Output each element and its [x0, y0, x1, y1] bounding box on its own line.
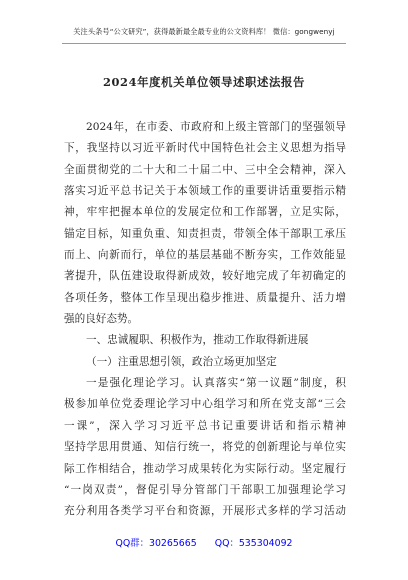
body-line: 坚持学思用贯通、知信行统一，将党的创新理论与单位实: [64, 441, 346, 454]
body-line: 各项任务，整体工作呈现出稳步推进、质量提升、活力增: [64, 291, 346, 304]
body-line: 2024年，在市委、市政府和上级主管部门的坚强领导: [86, 121, 346, 133]
body-line: “一岗双责”，督促引导分管部门干部职工加强理论学习: [64, 483, 346, 496]
document-title: 2024年度机关单位领导述职述法报告: [103, 75, 305, 89]
body-line: 下，我坚持以习近平新时代中国特色社会主义思想为指导: [64, 142, 346, 155]
header-divider: [62, 43, 346, 44]
document-body: [64, 117, 346, 523]
footer-qq: QQ：535304092: [214, 538, 293, 549]
body-line: 而上、向新而行，单位的基层基础不断夯实，工作效能显: [64, 249, 346, 262]
body-line: 极参加单位党委理论学习中心组学习和所在党支部“三会: [64, 398, 346, 411]
body-line: 落实习近平总书记关于本领域工作的重要讲话重要指示精: [64, 185, 346, 198]
footer-qq-group: QQ群：30265665: [115, 538, 197, 549]
body-line: 一课”，深入学习习近平总书记重要讲话和指示精神: [64, 419, 346, 432]
subsection-heading: （一）注重思想引领，政治立场更加坚定: [86, 355, 277, 368]
body-line: 著提升，队伍建设取得新成效，较好地完成了年初确定的: [64, 270, 346, 283]
section-heading: 一、忠诚履职、积极作为，推动工作取得新进展: [86, 334, 309, 347]
body-line: 强的良好态势。: [64, 313, 139, 326]
body-line: 一是强化理论学习。认真落实“第一议题”制度，积: [86, 377, 346, 390]
body-line: 全面贯彻党的二十大和二十届二中、三中全会精神，深入: [64, 163, 346, 176]
footer-contact: [0, 535, 408, 549]
body-line: 锚定目标，知重负重、知责担责，带领全体干部职工承压: [64, 227, 346, 240]
body-line: 充分利用各类学习平台和资源，开展形式多样的学习活动: [64, 505, 346, 518]
body-line: 际工作相结合，推动学习成果转化为实际行动。坚定履行: [64, 462, 346, 475]
header-note: 关注头条号“公文研究”，获得最新最全最专业的公文资料库！ 微信：gongwenyj: [73, 27, 335, 36]
body-line: 神，牢牢把握本单位的发展定位和工作部署，立足实际，: [64, 206, 346, 219]
